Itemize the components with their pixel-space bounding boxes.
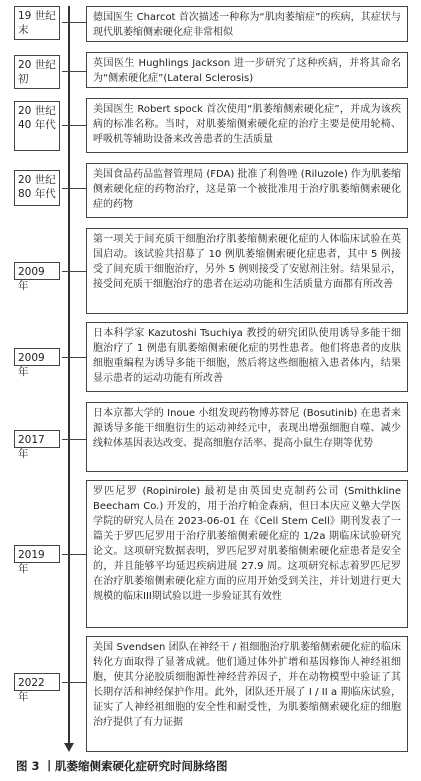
timeline-arrow-head bbox=[64, 743, 74, 752]
event-connector bbox=[62, 439, 86, 440]
event-date: 2017 年 bbox=[14, 430, 60, 448]
event-description: 日本京都大学的 Inoue 小组发现药物博苏替尼 (Bosutinib) 在患者来源诱导多能干细胞衍生的运动神经元中，表现出增强细胞自噬、减少线粒体基因表达改变、提高细胞存活率、提高小鼠生存期等优势 bbox=[86, 402, 408, 472]
timeline-axis bbox=[68, 6, 70, 746]
event-date: 20 世纪 40 年代 bbox=[14, 101, 60, 151]
event-description: 罗匹尼罗 (Ropinirole) 最初是由英国史克制药公司 (Smithkline Beecham Co.) 开发的，用于治疗帕金森病，但日本庆应义塾大学医学院的研究人员在 2023-06-01 在《Cell Stem Cell》期刊发表了一篇关于罗匹尼罗用于治疗肌萎缩侧索硬化症的 1/2a 期临床试验研究论文。这项研究数据表明，罗匹尼罗对肌萎缩侧索硬化症患者是安全的，并且能够平均延迟疾病进展 27.9 周。这项研究标志着罗匹尼罗在治疗肌萎缩侧索硬化症方面的应用开始受到关注，并计划进行更大规模的临床III期试验以进一步验证其有效性 bbox=[86, 480, 408, 628]
event-connector bbox=[62, 125, 86, 126]
event-connector bbox=[62, 22, 86, 23]
event-connector bbox=[62, 188, 86, 189]
event-date: 19 世纪末 bbox=[14, 6, 60, 40]
event-date: 20 世纪 80 年代 bbox=[14, 170, 60, 206]
figure-caption: 图 3 丨肌萎缩侧索硬化症研究时间脉络图 bbox=[16, 759, 228, 773]
event-date: 2009 年 bbox=[14, 262, 60, 280]
event-connector bbox=[62, 554, 86, 555]
event-connector bbox=[62, 682, 86, 683]
event-date: 2009 年 bbox=[14, 348, 60, 366]
event-date: 2022 年 bbox=[14, 673, 60, 691]
event-description: 美国 Svendsen 团队在神经干 / 祖细胞治疗肌萎缩侧索硬化症的临床转化方面取得了显著成就。他们通过体外扩增和基因修饰人神经祖细胞，使其分泌胶质细胞源性神经营养因子，并在动物模型中验证了其长期存活和神经保护作用。此外，团队还开展了 I / II a 期临床试验，证实了人神经祖细胞的安全性和耐受性，为肌萎缩侧索硬化症的细胞治疗提供了有力证据 bbox=[86, 636, 408, 752]
event-description: 英国医生 Hughlings Jackson 进一步研究了这种疾病，并将其命名为“侧索硬化症”(Lateral Sclerosis) bbox=[86, 52, 408, 88]
event-connector bbox=[62, 71, 86, 72]
event-description: 美国医生 Robert spock 首次使用“肌萎缩侧索硬化症”，并成为该疾病的标准名称。当时，对肌萎缩侧索硬化症的治疗主要是使用轮椅、呼吸机等辅助设备来改善患者的生活质量 bbox=[86, 98, 408, 153]
event-description: 德国医生 Charcot 首次描述一种称为“肌肉萎缩症”的疾病，其症状与现代肌萎缩侧索硬化症非常相似 bbox=[86, 6, 408, 42]
event-date: 2019 年 bbox=[14, 545, 60, 563]
event-description: 第一项关于间充质干细胞治疗肌萎缩侧索硬化症的人体临床试验在英国启动。该试验共招募了 10 例肌萎缩侧索硬化症患者，其中 5 例接受了间充质干细胞治疗，另外 5 例则接受了安慰剂注射。结果显示，接受间充质干细胞治疗的患者在运动功能和生活质量方面都有所改善 bbox=[86, 228, 408, 314]
event-connector bbox=[62, 271, 86, 272]
event-date: 20 世纪初 bbox=[14, 55, 60, 89]
event-description: 日本科学家 Kazutoshi Tsuchiya 教授的研究团队使用诱导多能干细胞治疗了 1 例患有肌萎缩侧索硬化症的男性患者。他们将患者的皮肤细胞重编程为诱导多能干细胞，然后将这些细胞植入患者体内，结果显示患者的运动功能有所改善 bbox=[86, 322, 408, 392]
event-connector bbox=[62, 357, 86, 358]
event-description: 美国食品药品监督管理局 (FDA) 批准了利鲁唑 (Riluzole) 作为肌萎缩侧索硬化症的药物治疗，这是第一个被批准用于治疗肌萎缩侧索硬化症的药物 bbox=[86, 163, 408, 218]
